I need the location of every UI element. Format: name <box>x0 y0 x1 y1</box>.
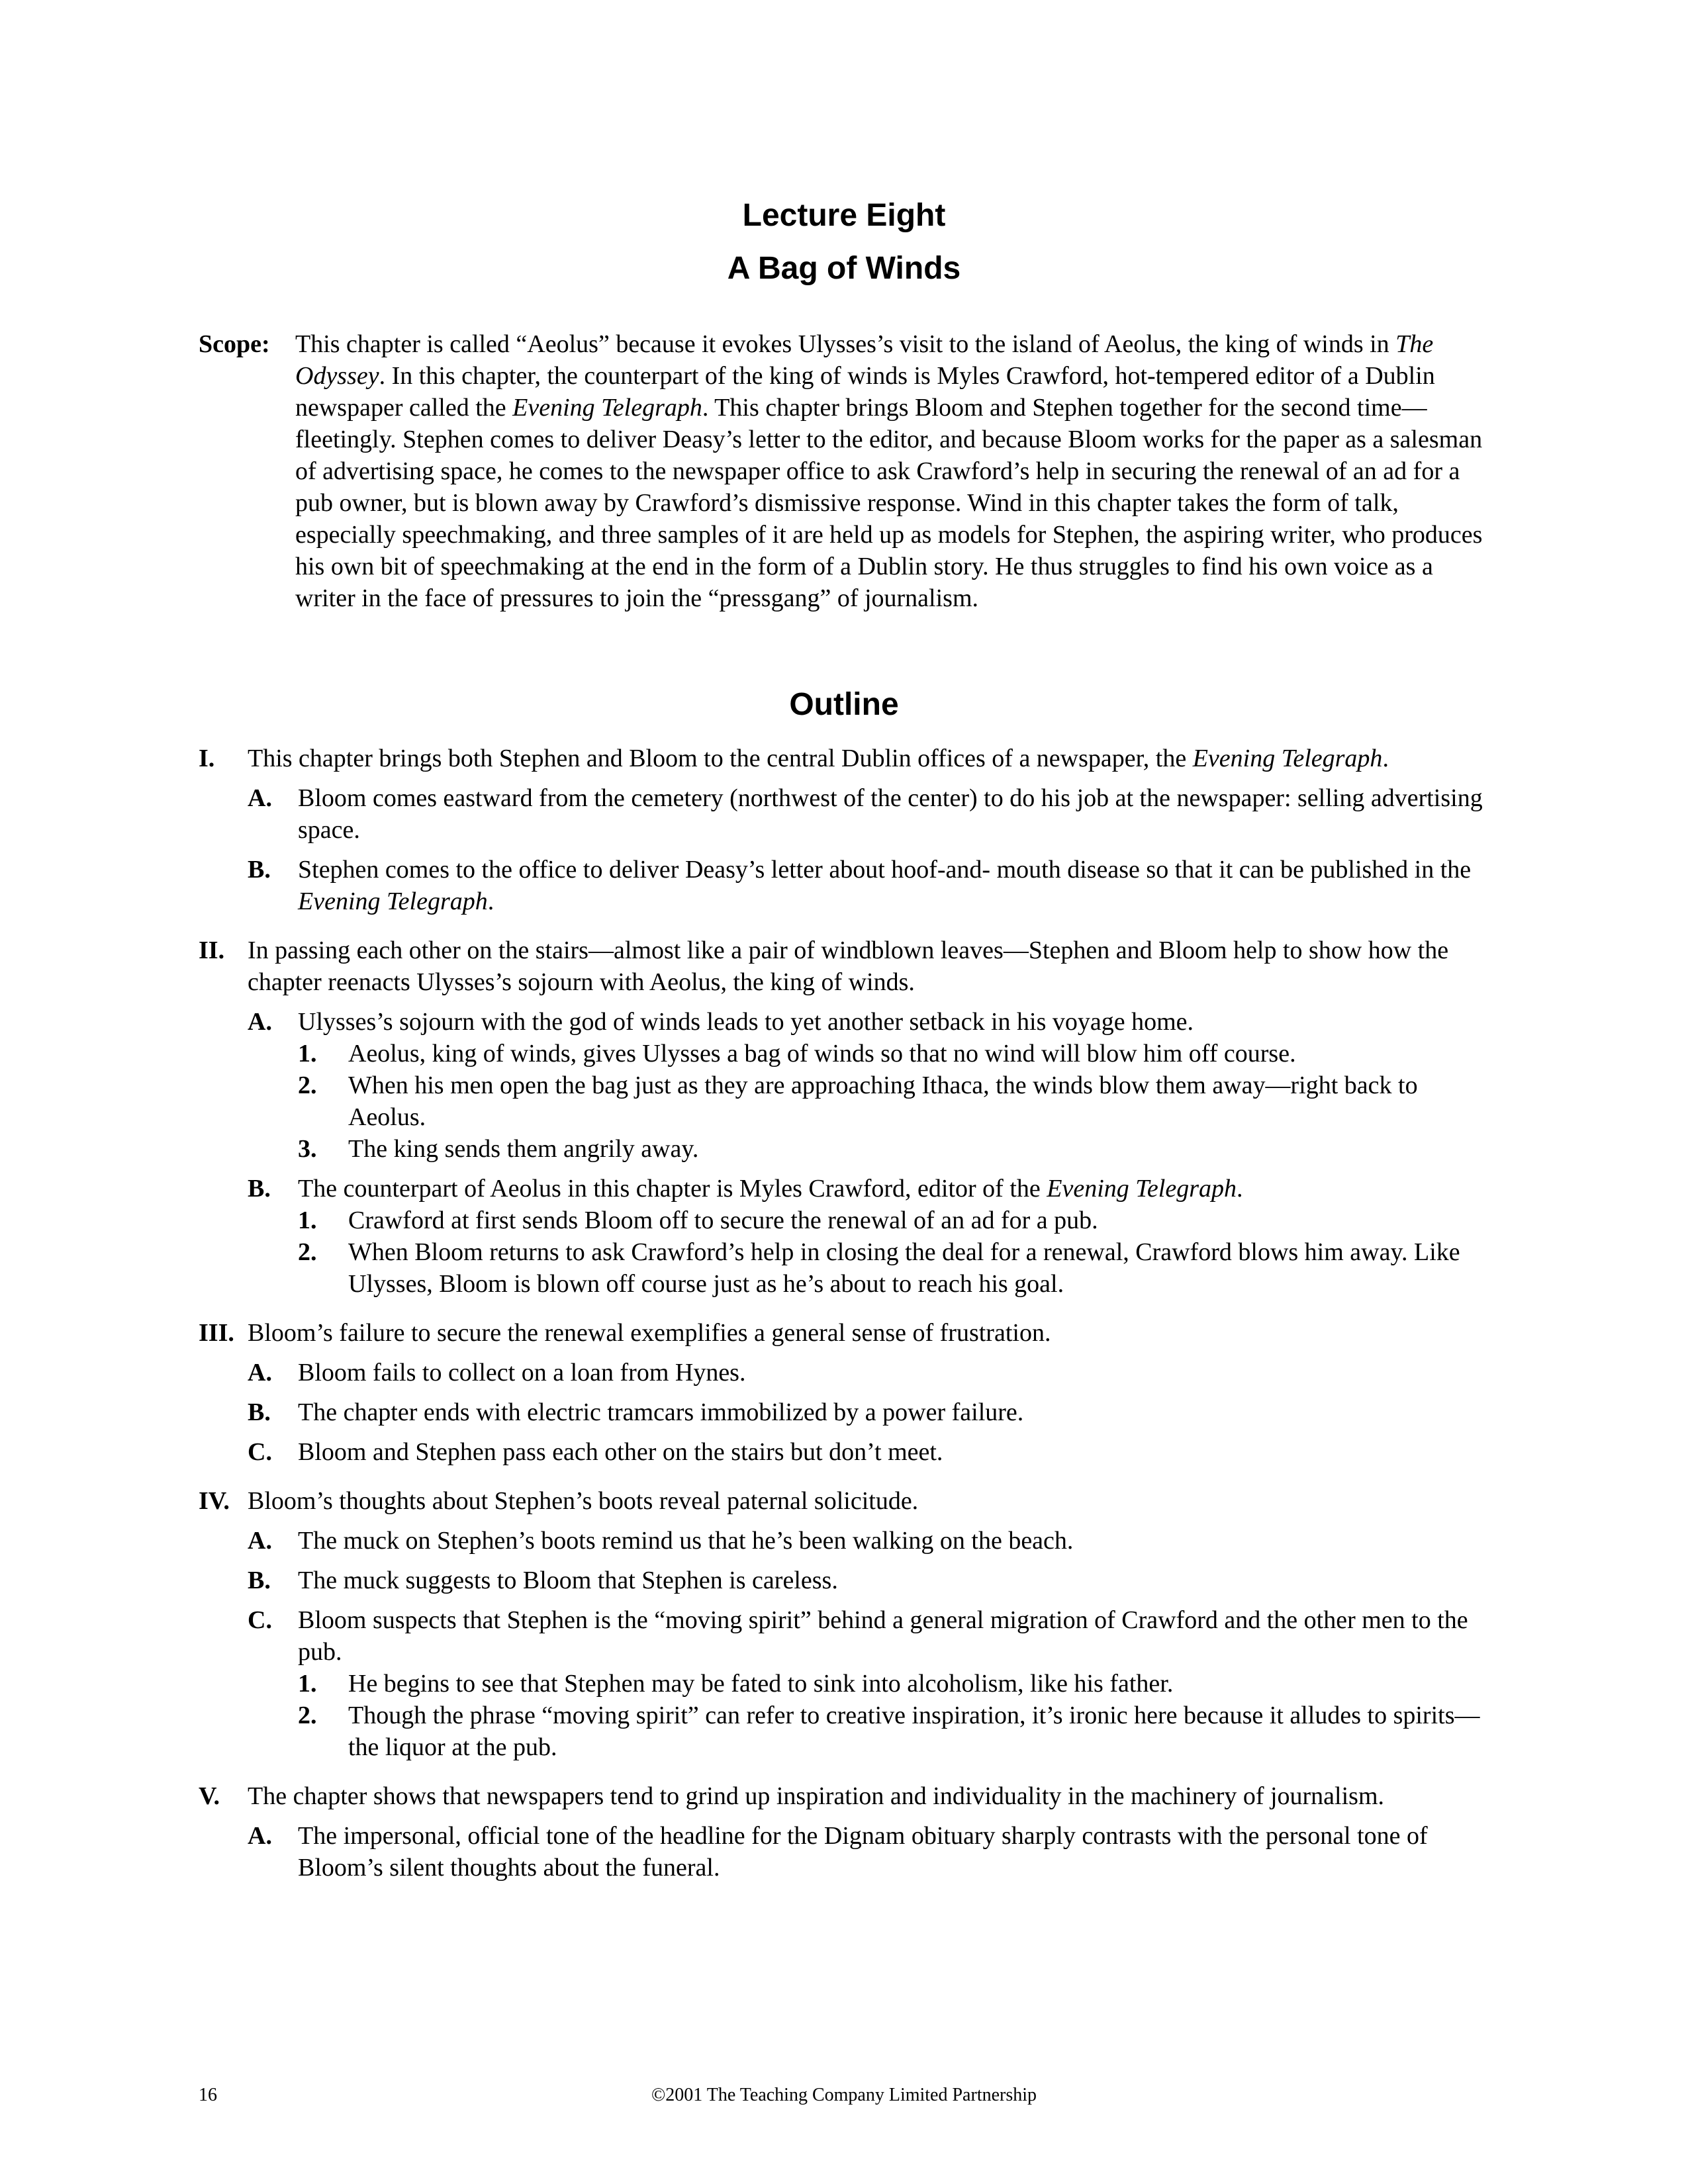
outline-heading: Outline <box>789 687 899 722</box>
outline-text: He begins to see that Stephen may be fated to sink into alcoholism, like his father. <box>348 1670 1174 1698</box>
outline-marker: 1. <box>298 1670 317 1698</box>
outline-item-IV-C-2 <box>199 1700 1483 1763</box>
outline-marker: A. <box>248 1008 272 1036</box>
outline-marker: 3. <box>298 1135 317 1163</box>
outline-marker: IV. <box>199 1487 230 1515</box>
outline-text: The muck on Stephen’s boots remind us that he’s been walking on the beach. <box>298 1527 1074 1555</box>
outline-item-IV-A <box>199 1525 1483 1557</box>
outline-text: This chapter brings both Stephen and Bloom to the central Dublin offices of a newspaper, the <box>248 745 1193 772</box>
outline-text: The muck suggests to Bloom that Stephen is careless. <box>298 1567 838 1594</box>
scope-text-part: . This chapter brings Bloom and Stephen together for the second time—fleetingly. Stephen comes to deliver Deasy’s letter to the editor, and because Bloom works for the paper as a salesman of advertising space, he comes to the newspaper office to ask Crawford’s help in securing the renewal of an ad for a pub owner, but is blown away by Crawford’s dismissive response. Wind in this chapter takes the form of talk, especially speechmaking, and three samples of it are held up as models for Stephen, the aspiring writer, who produces his own bit of speechmaking at the end in the form of a Dublin story. He thus struggles to find his own voice as a writer in the face of pressures to join the “pressgang” of journalism. <box>295 394 1483 612</box>
outline-item-III <box>199 1317 1483 1349</box>
scope-text-part: This chapter is called “Aeolus” because it evokes Ulysses’s visit to the island of Aeolus, the king of winds in <box>295 330 1396 358</box>
outline-marker: A. <box>248 1527 272 1555</box>
outline-text: The chapter ends with electric tramcars immobilized by a power failure. <box>298 1398 1024 1426</box>
outline-item-I-A <box>199 782 1483 846</box>
outline-text: . <box>487 887 494 915</box>
outline-item-II-B-1 <box>199 1205 1483 1236</box>
outline-text: . <box>1382 745 1389 772</box>
outline-text: Bloom fails to collect on a loan from Hynes. <box>298 1359 746 1387</box>
outline-text: Aeolus, king of winds, gives Ulysses a bag of winds so that no wind will blow him off course. <box>348 1040 1296 1068</box>
outline-marker: A. <box>248 784 272 812</box>
scope-label: Scope: <box>199 330 270 358</box>
outline-item-III-A <box>199 1357 1483 1388</box>
page-number: 16 <box>199 2085 217 2105</box>
outline-list <box>199 743 1483 1884</box>
scope-text <box>295 328 1483 614</box>
outline-item-II-B-2 <box>199 1236 1483 1300</box>
outline-item-II-B <box>199 1173 1483 1205</box>
outline-marker: III. <box>199 1319 234 1347</box>
outline-item-III-C <box>199 1436 1483 1468</box>
scope-section <box>199 328 1483 614</box>
outline-item-IV-B <box>199 1565 1483 1596</box>
outline-marker: I. <box>199 745 215 772</box>
outline-italic: Evening Telegraph <box>298 887 488 915</box>
outline-text: Bloom’s failure to secure the renewal exemplifies a general sense of frustration. <box>248 1319 1051 1347</box>
scope-text-part: . In this chapter, the counterpart of the king of winds is Myles Crawford, hot-tempered editor of a Dublin newspaper called the <box>295 362 1435 422</box>
outline-text: Crawford at first sends Bloom off to secure the renewal of an ad for a pub. <box>348 1206 1098 1234</box>
outline-item-I-B <box>199 854 1483 917</box>
outline-marker: 1. <box>298 1040 317 1068</box>
scope-italic-title: The Odyssey <box>295 330 1434 390</box>
outline-marker: II. <box>199 936 225 964</box>
outline-marker: C. <box>248 1438 272 1466</box>
outline-text: Bloom suspects that Stephen is the “moving spirit” behind a general migration of Crawford and the other men to the pub. <box>298 1606 1468 1666</box>
outline-text: Though the phrase “moving spirit” can refer to creative inspiration, it’s ironic here because it alludes to spirits—the liquor at the pub. <box>348 1702 1480 1761</box>
outline-text: Bloom and Stephen pass each other on the stairs but don’t meet. <box>298 1438 943 1466</box>
lecture-number: Lecture Eight <box>742 198 946 233</box>
outline-text: The impersonal, official tone of the headline for the Dignam obituary sharply contrasts with the personal tone of Bloom’s silent thoughts about the funeral. <box>298 1822 1428 1882</box>
outline-item-IV <box>199 1485 1483 1517</box>
outline-text: The chapter shows that newspapers tend to grind up inspiration and individuality in the machinery of journalism. <box>248 1782 1385 1810</box>
outline-marker: B. <box>248 1175 271 1203</box>
outline-text: Bloom’s thoughts about Stephen’s boots reveal paternal solicitude. <box>248 1487 919 1515</box>
outline-marker: C. <box>248 1606 272 1634</box>
outline-marker: B. <box>248 856 271 884</box>
outline-marker: A. <box>248 1359 272 1387</box>
outline-item-II-A-1 <box>199 1038 1483 1069</box>
outline-item-II <box>199 934 1483 998</box>
outline-item-V <box>199 1780 1483 1812</box>
outline-marker: V. <box>199 1782 220 1810</box>
outline-marker: 1. <box>298 1206 317 1234</box>
outline-item-II-A <box>199 1006 1483 1038</box>
outline-text: . <box>1237 1175 1243 1203</box>
scope-italic-title: Evening Telegraph <box>512 394 702 422</box>
outline-italic: Evening Telegraph <box>1192 745 1383 772</box>
outline-item-V-A <box>199 1820 1483 1884</box>
outline-marker: 2. <box>298 1702 317 1729</box>
lecture-title: A Bag of Winds <box>727 251 961 286</box>
outline-item-I <box>199 743 1483 774</box>
outline-item-II-A-2 <box>199 1069 1483 1133</box>
outline-text: Ulysses’s sojourn with the god of winds leads to yet another setback in his voyage home. <box>298 1008 1194 1036</box>
outline-marker: 2. <box>298 1238 317 1266</box>
outline-text: Bloom comes eastward from the cemetery (northwest of the center) to do his job at the newspaper: selling advertising space. <box>298 784 1483 844</box>
outline-marker: B. <box>248 1567 271 1594</box>
outline-marker: A. <box>248 1822 272 1850</box>
outline-text: Stephen comes to the office to deliver Deasy’s letter about hoof-and- mouth disease so that it can be published in the <box>298 856 1472 884</box>
outline-text: In passing each other on the stairs—almost like a pair of windblown leaves—Stephen and Bloom help to show how the chapter reenacts Ulysses’s sojourn with Aeolus, the king of winds. <box>248 936 1449 996</box>
outline-text: When Bloom returns to ask Crawford’s help in closing the deal for a renewal, Crawford blows him away. Like Ulysses, Bloom is blown off course just as he’s about to reach his goal. <box>348 1238 1460 1298</box>
outline-italic: Evening Telegraph <box>1047 1175 1237 1203</box>
outline-text: The counterpart of Aeolus in this chapter is Myles Crawford, editor of the <box>298 1175 1047 1203</box>
outline-item-III-B <box>199 1396 1483 1428</box>
outline-item-II-A-3 <box>199 1133 1483 1165</box>
outline-item-IV-C-1 <box>199 1668 1483 1700</box>
outline-marker: B. <box>248 1398 271 1426</box>
outline-marker: 2. <box>298 1071 317 1099</box>
outline-item-IV-C <box>199 1604 1483 1668</box>
outline-text: When his men open the bag just as they are approaching Ithaca, the winds blow them away—right back to Aeolus. <box>348 1071 1418 1131</box>
copyright-notice: ©2001 The Teaching Company Limited Partnership <box>651 2085 1037 2105</box>
outline-text: The king sends them angrily away. <box>348 1135 699 1163</box>
